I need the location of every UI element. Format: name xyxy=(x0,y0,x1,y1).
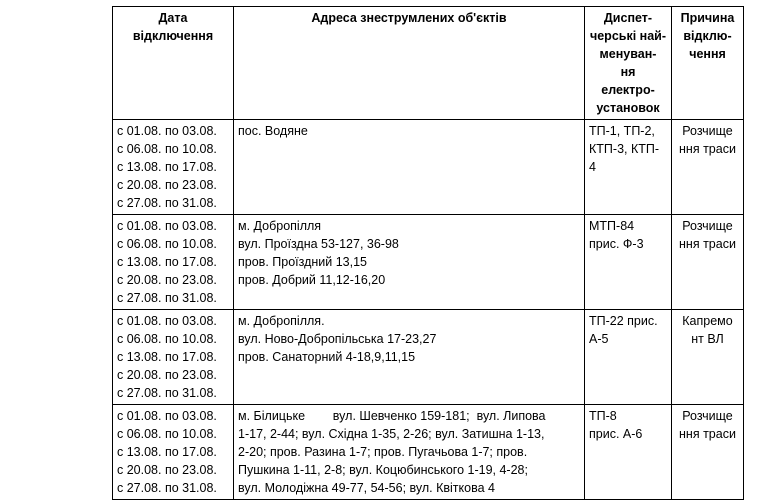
date-range: с 06.08. по 10.08. xyxy=(117,142,217,156)
table-row xyxy=(113,120,744,215)
header-installation-line: менуван- xyxy=(599,47,657,61)
reason-line: ння траси xyxy=(679,427,736,441)
reason-line: Розчище xyxy=(682,409,733,423)
date-range: с 20.08. по 23.08. xyxy=(117,463,217,477)
dates-cell xyxy=(113,405,234,500)
date-range: с 20.08. по 23.08. xyxy=(117,178,217,192)
address-line: пров. Проїздний 13,15 xyxy=(238,255,367,269)
dates-cell xyxy=(113,215,234,310)
reason-line: Капремо xyxy=(682,314,733,328)
header-date-line: Дата xyxy=(158,11,188,25)
address-line: пров. Добрий 11,12-16,20 xyxy=(238,273,386,287)
date-range: с 01.08. по 03.08. xyxy=(117,409,217,423)
date-range: с 27.08. по 31.08. xyxy=(117,481,217,495)
installation-line: КТП-3, КТП- xyxy=(589,142,660,156)
address-cell xyxy=(234,310,585,405)
header-installation-line: електро- xyxy=(601,83,655,97)
date-range: с 20.08. по 23.08. xyxy=(117,273,217,287)
address-cell xyxy=(234,120,585,215)
dates-cell xyxy=(113,310,234,405)
table-header-row xyxy=(113,7,744,120)
date-range: с 13.08. по 17.08. xyxy=(117,445,217,459)
address-line: 2-20; пров. Разина 1-7; пров. Пугачьова 1-7; пров. xyxy=(238,445,528,459)
address-line: пос. Водяне xyxy=(238,124,308,138)
table-row xyxy=(113,215,744,310)
table-row xyxy=(113,310,744,405)
header-reason-line: чення xyxy=(689,47,726,61)
reason-line: нт ВЛ xyxy=(691,332,724,346)
table-row xyxy=(113,405,744,500)
date-range: с 27.08. по 31.08. xyxy=(117,291,217,305)
address-line: пров. Санаторний 4-18,9,11,15 xyxy=(238,350,416,364)
address-cell xyxy=(234,215,585,310)
header-date-line: відключення xyxy=(132,29,214,43)
address-line: м. Добропілля xyxy=(238,219,322,233)
address-line: вул. Ново-Добропільська 17-23,27 xyxy=(238,332,437,346)
header-installation xyxy=(585,7,672,120)
reason-line: Розчище xyxy=(682,219,733,233)
date-range: с 06.08. по 10.08. xyxy=(117,427,217,441)
address-line: вул. Проїздна 53-127, 36-98 xyxy=(238,237,399,251)
installation-line: ТП-8 xyxy=(589,409,617,423)
address-cell xyxy=(234,405,585,500)
header-reason-line: Причина xyxy=(680,11,735,25)
date-range: с 06.08. по 10.08. xyxy=(117,237,217,251)
header-installation-line: черські най- xyxy=(589,29,667,43)
date-range: с 13.08. по 17.08. xyxy=(117,350,217,364)
date-range: с 13.08. по 17.08. xyxy=(117,255,217,269)
address-line: м. Добропілля. xyxy=(238,314,325,328)
installation-line: 4 xyxy=(589,160,596,174)
header-date xyxy=(113,7,234,120)
reason-cell xyxy=(672,310,744,405)
date-range: с 01.08. по 03.08. xyxy=(117,219,217,233)
date-range: с 01.08. по 03.08. xyxy=(117,124,217,138)
date-range: с 27.08. по 31.08. xyxy=(117,386,217,400)
reason-line: Розчище xyxy=(682,124,733,138)
date-range: с 13.08. по 17.08. xyxy=(117,160,217,174)
installation-cell xyxy=(585,215,672,310)
date-range: с 20.08. по 23.08. xyxy=(117,368,217,382)
header-reason-line: відклю- xyxy=(683,29,732,43)
address-line: м. Білицьке вул. Шевченко 159-181; вул. Липова xyxy=(238,409,546,423)
installation-line: прис. А-6 xyxy=(589,427,643,441)
reason-cell xyxy=(672,215,744,310)
installation-cell xyxy=(585,120,672,215)
reason-line: ння траси xyxy=(679,142,736,156)
reason-line: ння траси xyxy=(679,237,736,251)
date-range: с 01.08. по 03.08. xyxy=(117,314,217,328)
header-reason xyxy=(672,7,744,120)
header-address xyxy=(234,7,585,120)
header-installation-line: Диспет- xyxy=(603,11,653,25)
address-line: Пушкина 1-11, 2-8; вул. Коцюбинського 1-19, 4-28; xyxy=(238,463,528,477)
header-installation-line: ня xyxy=(620,65,636,79)
installation-line: А-5 xyxy=(589,332,609,346)
date-range: с 06.08. по 10.08. xyxy=(117,332,217,346)
installation-line: ТП-22 прис. xyxy=(589,314,658,328)
installation-line: прис. Ф-3 xyxy=(589,237,644,251)
outage-schedule-table xyxy=(112,6,744,500)
date-range: с 27.08. по 31.08. xyxy=(117,196,217,210)
address-line: 1-17, 2-44; вул. Східна 1-35, 2-26; вул. Затишна 1-13, xyxy=(238,427,545,441)
reason-cell xyxy=(672,120,744,215)
dates-cell xyxy=(113,120,234,215)
installation-cell xyxy=(585,310,672,405)
header-installation-line: установок xyxy=(596,101,660,115)
installation-line: ТП-1, ТП-2, xyxy=(589,124,655,138)
reason-cell xyxy=(672,405,744,500)
installation-cell xyxy=(585,405,672,500)
installation-line: МТП-84 xyxy=(589,219,635,233)
address-line: вул. Молодіжна 49-77, 54-56; вул. Квіткова 4 xyxy=(238,481,495,495)
header-address-text: Адреса знеструмлених об'єктів xyxy=(311,11,507,25)
